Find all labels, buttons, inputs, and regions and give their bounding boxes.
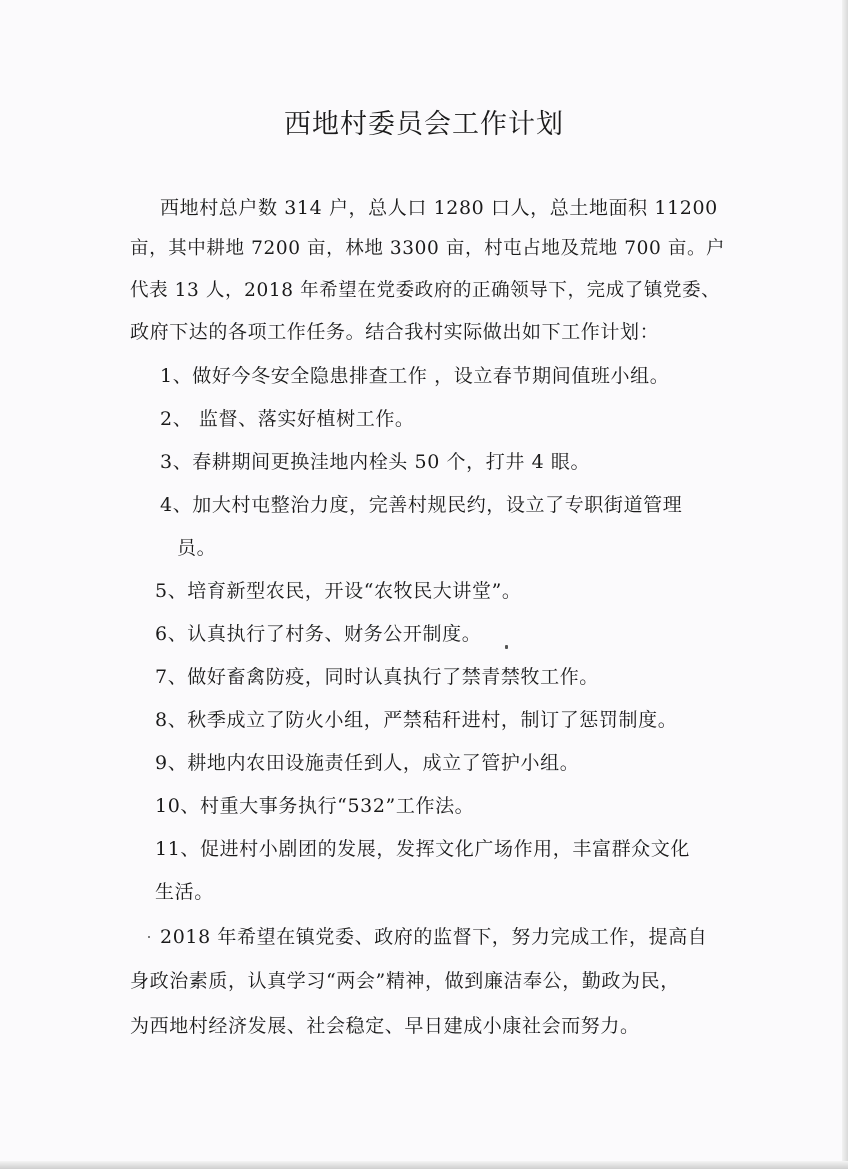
plan-item-6: 6、认真执行了村务、财务公开制度。 — [155, 623, 482, 645]
document-title: 西地村委员会工作计划 — [284, 109, 564, 140]
plan-item-11-continued: 生活。 — [155, 881, 214, 903]
plan-item-11: 11、促进村小剧团的发展，发挥文化广场作用，丰富群众文化 — [155, 838, 690, 860]
scan-speck — [505, 645, 508, 649]
intro-line-4: 政府下达的各项工作任务。结合我村实际做出如下工作计划： — [130, 321, 660, 343]
plan-item-3: 3、春耕期间更换洼地内栓头 50 个，打井 4 眼。 — [160, 451, 591, 473]
scan-edge-right — [842, 0, 848, 1169]
plan-item-10: 10、村重大事务执行“532”工作法。 — [155, 795, 475, 817]
intro-line-3: 代表 13 人，2018 年希望在党委政府的正确领导下，完成了镇党委、 — [130, 280, 721, 301]
plan-item-9: 9、耕地内农田设施责任到人，成立了管护小组。 — [155, 752, 580, 774]
plan-item-4: 4、加大村屯整治力度，完善村规民约，设立了专职街道管理 — [160, 494, 683, 516]
plan-item-4-continued: 员。 — [177, 537, 217, 559]
closing-line-3: 为西地村经济发展、社会稳定、早日建成小康社会而努力。 — [130, 1015, 640, 1037]
closing-line-2: 身政治素质，认真学习“两会”精神，做到廉洁奉公，勤政为民， — [130, 970, 680, 992]
plan-item-1: 1、做好今冬安全隐患排查工作 ，设立春节期间值班小组。 — [160, 365, 670, 387]
intro-line-1: 西地村总户数 314 户，总人口 1280 口人，总土地面积 11200 — [160, 197, 718, 219]
plan-item-2: 2、 监督、落实好植树工作。 — [160, 408, 415, 430]
scan-speck — [148, 936, 150, 938]
scan-edge-bottom — [0, 1161, 848, 1169]
plan-item-5: 5、培育新型农民，开设“农牧民大讲堂”。 — [155, 580, 522, 602]
intro-line-2: 亩，其中耕地 7200 亩，林地 3300 亩，村屯占地及荒地 700 亩。户 — [130, 238, 726, 259]
closing-line-1: 2018 年希望在镇党委、政府的监督下，努力完成工作，提高自 — [160, 926, 708, 948]
plan-item-7: 7、做好畜禽防疫，同时认真执行了禁青禁牧工作。 — [155, 666, 599, 688]
plan-item-8: 8、秋季成立了防火小组，严禁秸秆进村，制订了惩罚制度。 — [155, 709, 678, 731]
